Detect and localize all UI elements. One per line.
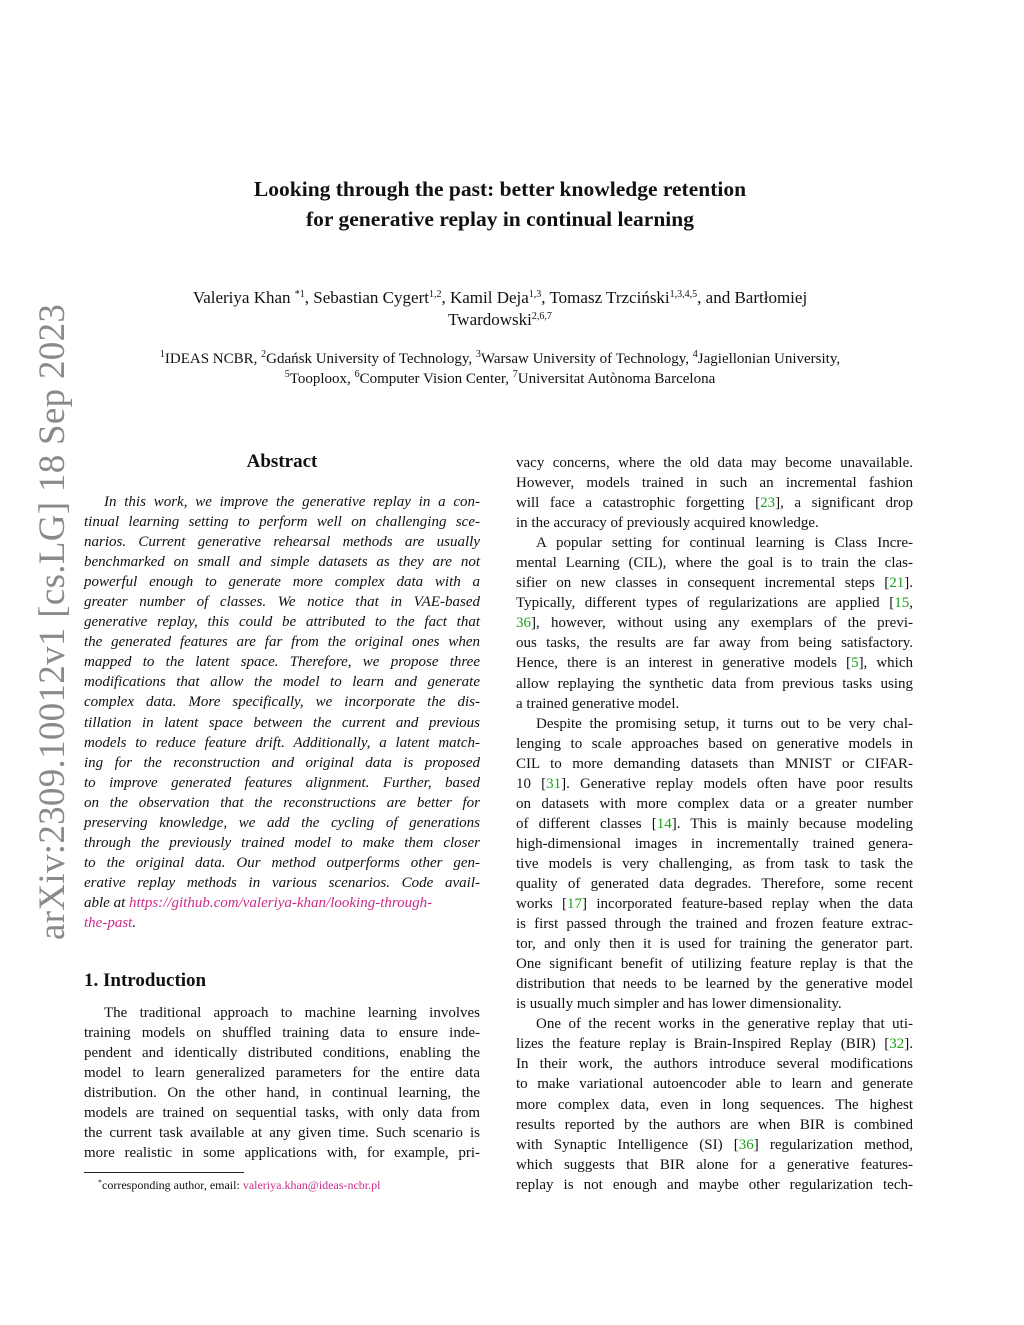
- text-line: high-dimensional images in incrementally trained genera-: [516, 835, 913, 852]
- author-name: , Sebastian Cygert: [304, 288, 429, 307]
- citation-link[interactable]: 5: [851, 655, 859, 672]
- text-line: The traditional approach to machine learning involves: [104, 1005, 480, 1021]
- text-line: the current task available at any given time. Such scenario is: [84, 1125, 480, 1142]
- footnote-mark: *: [98, 1178, 102, 1187]
- citation-link[interactable]: 17: [567, 896, 583, 913]
- affil-name: Computer Vision Center,: [359, 371, 513, 387]
- author-affil-sup: 1,3: [528, 289, 542, 300]
- affil-number: 6: [354, 369, 360, 380]
- affil-number: 3: [475, 349, 481, 360]
- text-segment: sifier on new classes in consequent incremental steps [: [516, 575, 890, 592]
- text-segment: of different classes [: [516, 815, 657, 832]
- text-line: [516, 493, 913, 513]
- affiliation-line-1: [60, 349, 940, 369]
- text-line: A popular setting for continual learning is Class Incre-: [536, 535, 913, 552]
- text-line: tor, and only then it is used for training the generator part.: [516, 936, 913, 953]
- affiliations: [60, 349, 940, 389]
- abstract-text: .: [132, 914, 137, 931]
- footnote-rule: [84, 1172, 244, 1173]
- text-segment: Typically, different types of regularizations are applied [: [516, 595, 895, 612]
- text-segment: will face a catastrophic forgetting [: [516, 495, 761, 512]
- text-line: tinual learning setting to perform well on challenging sce-: [84, 514, 480, 531]
- text-line: complex data. More specifically, we incorporate the dis-: [84, 694, 480, 711]
- text-line: [516, 613, 913, 633]
- author-name: , Tomasz Trzciński: [541, 288, 670, 307]
- footnote: [98, 1178, 380, 1193]
- author-line-2: [60, 309, 940, 331]
- text-line: CIL to more demanding datasets than MNIST or CIFAR-: [516, 755, 913, 772]
- affil-number: 5: [284, 369, 290, 380]
- text-segment: ]. This is mainly because modeling: [671, 815, 913, 832]
- text-line: which suggests that BIR alone for a generative features-: [516, 1156, 913, 1173]
- citation-link[interactable]: 36: [738, 1136, 754, 1153]
- text-line: vacy concerns, where the old data may become unavailable.: [516, 455, 913, 471]
- text-line: in the accuracy of previously acquired knowledge.: [516, 515, 819, 532]
- text-segment: ] incorporated feature-based replay when the data: [582, 896, 913, 913]
- text-line: tillation in latent space between the current and previous: [84, 714, 480, 731]
- text-line: distribution that needs to be learned by the generative model: [516, 976, 913, 993]
- affil-name: Gdańsk University of Technology,: [266, 351, 476, 367]
- text-line: [516, 1034, 913, 1054]
- code-link[interactable]: https://github.com/valeriya-khan/looking-through-: [129, 894, 433, 911]
- text-segment: ], which: [858, 655, 913, 672]
- author-affil-sup: 1,3,4,5: [669, 289, 698, 300]
- text-line: training models on shuffled training data to ensure inde-: [84, 1025, 480, 1042]
- text-line: results reported by the authors are when BIR is combined: [516, 1116, 913, 1133]
- text-line: is first passed through the trained and frozen feature extrac-: [516, 916, 913, 933]
- text-line: narios. Current generative rehearsal methods are usually: [84, 534, 480, 551]
- text-segment: ].: [904, 575, 913, 592]
- text-line: pendent and identically distributed conditions, enabling the: [84, 1045, 480, 1062]
- text-segment: Hence, there is an interest in generative models [: [516, 655, 852, 672]
- text-line: a trained generative model.: [516, 695, 680, 712]
- text-line: benchmarked on small and simple datasets as they are not: [84, 554, 480, 571]
- text-line: ing for the reconstruction and original data is proposed: [84, 754, 480, 771]
- text-line: [516, 593, 913, 613]
- text-line: replay is not enough and maybe other regularization tech-: [516, 1176, 913, 1193]
- text-line: generative replay, this could be attributed to the fact that: [84, 614, 480, 631]
- text-line: One of the recent works in the generative replay that uti-: [536, 1016, 913, 1033]
- text-segment: ], a significant drop: [775, 495, 914, 512]
- citation-link[interactable]: 21: [889, 575, 905, 592]
- text-line: modifications that allow the model to learn and generate: [84, 674, 480, 691]
- text-line: on the observation that the reconstructions are better for: [84, 794, 480, 811]
- text-line: powerful enough to generate more complex data with a: [84, 574, 480, 591]
- text-line: quality of generated data degrades. Therefore, some recent: [516, 875, 913, 892]
- text-line: One significant benefit of utilizing feature replay is that the: [516, 956, 913, 973]
- text-line: more complex data, even in long sequences. The highest: [516, 1096, 913, 1113]
- abstract-link-line: [84, 893, 480, 913]
- text-line: the generated features are far from the original ones when: [84, 634, 480, 651]
- paper-title: [100, 174, 900, 234]
- affil-number: 1: [159, 349, 165, 360]
- author-affil-sup: 1,2: [428, 289, 442, 300]
- text-line: [516, 894, 913, 914]
- text-line: more realistic in some applications with, for example, pri-: [84, 1145, 480, 1162]
- author-name: , and Bartłomiej: [697, 288, 808, 307]
- abstract-link-line: [84, 913, 480, 933]
- arxiv-identifier: arXiv:2309.10012v1 [cs.LG] 18 Sep 2023: [32, 303, 73, 940]
- text-line: In this work, we improve the generative replay in a con-: [104, 494, 480, 510]
- text-line: [516, 573, 913, 593]
- citation-link[interactable]: 32: [889, 1036, 905, 1053]
- text-line: models to reduce feature drift. Additionally, a latent match-: [84, 734, 480, 751]
- affil-number: 4: [692, 349, 698, 360]
- abstract-heading: Abstract: [246, 451, 318, 472]
- text-line: [516, 1135, 913, 1155]
- author-email-link[interactable]: valeriya.khan@ideas-ncbr.pl: [242, 1178, 381, 1192]
- text-segment: lizes the feature replay is Brain-Inspired Replay (BIR) [: [516, 1036, 890, 1053]
- citation-link[interactable]: 31: [546, 775, 562, 792]
- citation-link[interactable]: 36: [516, 615, 531, 632]
- text-line: greater number of classes. We notice that in VAE-based: [84, 594, 480, 611]
- author-affil-sup: 2,6,7: [531, 311, 552, 322]
- text-segment: ]. Generative replay models often have poor results: [561, 775, 914, 792]
- affil-name: Universitat Autònoma Barcelona: [517, 371, 716, 387]
- text-line: [516, 774, 913, 794]
- text-line: to improve generated features alignment. Further, based: [84, 774, 480, 791]
- text-line: lenging to scale approaches based on generative models in: [516, 735, 913, 752]
- title-line-2: for generative replay in continual learning: [306, 207, 694, 231]
- abstract-text: able at: [84, 894, 129, 911]
- right-column-body: [516, 453, 913, 1195]
- author-affil-sup: *1: [294, 289, 305, 300]
- text-segment: works [: [516, 896, 568, 913]
- text-segment: ].: [904, 1036, 913, 1053]
- text-line: distribution. On the other hand, in continual learning, the: [84, 1085, 480, 1102]
- text-line: In their work, the authors introduce several modifications: [516, 1056, 913, 1073]
- text-line: through the previously trained model to make them closer: [84, 834, 480, 851]
- text-segment: with Synaptic Intelligence (SI) [: [516, 1136, 739, 1153]
- affil-name: Jagiellonian University,: [697, 351, 841, 367]
- affiliation-line-2: [60, 369, 940, 389]
- text-line: on datasets with more complex data or a greater number: [516, 795, 913, 812]
- text-line: However, models trained in such an incremental fashion: [516, 475, 913, 492]
- text-line: to make variational autoencoder able to learn and generate: [516, 1076, 913, 1093]
- section-heading-introduction: 1. Introduction: [84, 970, 207, 991]
- code-link[interactable]: the-past: [84, 914, 133, 931]
- abstract-body: [84, 492, 480, 933]
- citation-link[interactable]: 15: [894, 595, 910, 612]
- text-line: [516, 814, 913, 834]
- text-segment: ,: [909, 595, 913, 612]
- text-line: Despite the promising setup, it turns out to be very chal-: [536, 715, 913, 732]
- text-line: erative replay methods in various scenarios. Code avail-: [84, 874, 480, 891]
- affil-number: 7: [512, 369, 518, 380]
- footnote-text: corresponding author, email:: [102, 1178, 243, 1192]
- text-line: models are trained on sequential tasks, with only data from: [84, 1105, 480, 1122]
- title-line-1: Looking through the past: better knowledge retention: [253, 177, 747, 201]
- author-list: [60, 287, 940, 331]
- text-line: allow replaying the synthetic data from previous tasks using: [516, 675, 913, 692]
- citation-link[interactable]: 14: [656, 815, 672, 832]
- text-line: mental Learning (CIL), where the goal is to train the clas-: [516, 555, 913, 572]
- affil-name: IDEAS NCBR,: [164, 351, 262, 367]
- text-line: preserving knowledge, we add the cycling of generations: [84, 814, 480, 831]
- text-segment: ], however, without using any exemplars of the previ-: [531, 615, 913, 632]
- text-segment: ] regularization method,: [753, 1136, 914, 1153]
- text-line: is usually much simpler and has lower dimensionality.: [516, 996, 842, 1013]
- author-line-1: [60, 287, 940, 309]
- affil-number: 2: [261, 349, 267, 360]
- text-line: mapped to the latent space. Therefore, we propose three: [84, 654, 480, 671]
- affil-name: Warsaw University of Technology,: [480, 351, 693, 367]
- text-line: to the original data. Our method outperforms other gen-: [84, 854, 480, 871]
- text-line: tive models is very challenging, as from task to task the: [516, 855, 913, 872]
- text-segment: 10 [: [516, 775, 547, 792]
- affil-name: Tooploox,: [289, 371, 355, 387]
- introduction-body: [84, 1003, 480, 1163]
- author-name: Twardowski: [448, 310, 532, 329]
- text-line: [516, 653, 913, 673]
- citation-link[interactable]: 23: [760, 495, 776, 512]
- author-name: , Kamil Deja: [441, 288, 529, 307]
- text-line: ous tasks, the results are far away from being satisfactory.: [516, 635, 913, 652]
- author-name: Valeriya Khan: [192, 288, 295, 307]
- text-line: model to learn generalized parameters for the entire data: [84, 1065, 480, 1082]
